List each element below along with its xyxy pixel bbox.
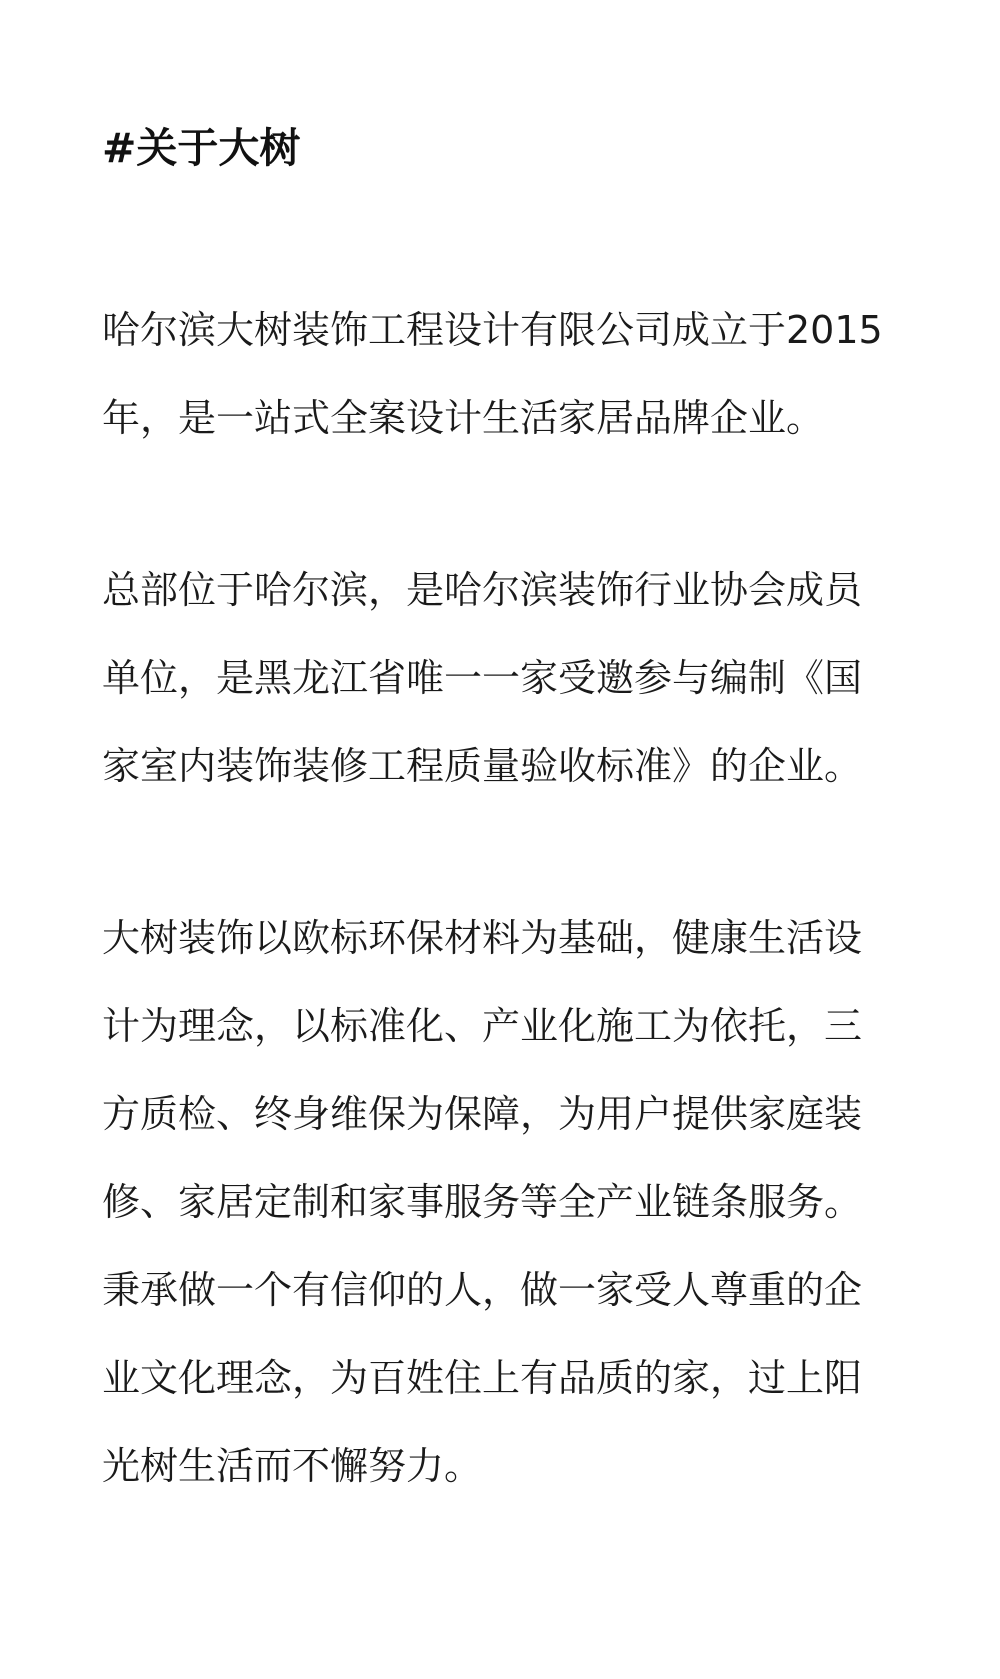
paragraph-line: 光树生活而不懈努力。 xyxy=(102,1444,483,1488)
paragraph-line: 总部位于哈尔滨，是哈尔滨装饰行业协会成员 xyxy=(102,568,863,612)
paragraph-line: 大树装饰以欧标环保材料为基础，健康生活设 xyxy=(102,916,863,960)
paragraph-line: 哈尔滨大树装饰工程设计有限公司成立于2015 xyxy=(102,308,883,352)
paragraph-line: 业文化理念，为百姓住上有品质的家，过上阳 xyxy=(102,1356,863,1400)
section-heading: #关于大树 xyxy=(102,124,301,172)
paragraph-line: 年，是一站式全案设计生活家居品牌企业。 xyxy=(102,396,825,440)
paragraph-line: 修、家居定制和家事服务等全产业链条服务。 xyxy=(102,1180,863,1224)
paragraph-line: 方质检、终身维保为保障，为用户提供家庭装 xyxy=(102,1092,863,1136)
paragraph-line: 秉承做一个有信仰的人，做一家受人尊重的企 xyxy=(102,1268,863,1312)
paragraph-line: 计为理念，以标准化、产业化施工为依托，三 xyxy=(102,1004,863,1048)
paragraph-line: 单位，是黑龙江省唯一一家受邀参与编制《国 xyxy=(102,656,863,700)
paragraph-line: 家室内装饰装修工程质量验收标准》的企业。 xyxy=(102,744,863,788)
